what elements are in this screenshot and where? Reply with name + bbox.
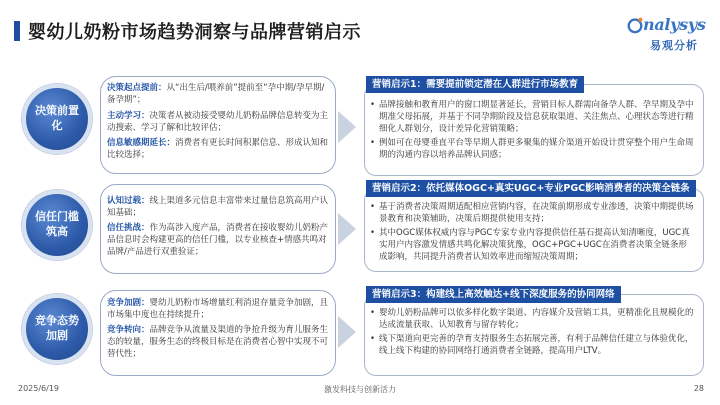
section-2-item-1-text: 线上渠道多元信息丰富带来过量信息筑高用户认知基础； [107, 196, 329, 218]
section-2-item-1 [107, 195, 331, 219]
section-2-item-2-text: 作为高涉入度产品，消费者在接收婴幼儿奶粉产品信息时会构建更高的信任门槛，以专业核查+情感共鸣对品牌/产品进行双重验证； [107, 223, 329, 257]
section-2-circle [22, 190, 92, 260]
section-1-item-2-text: 决策者从被动接受婴幼儿奶粉品牌信息转变为主动搜索、学习了解和比较评估； [107, 111, 329, 133]
section-3-insight-title: 营销启示3：构建线上高效触达+线下深度服务的协同网络 [366, 286, 621, 303]
section-3-card [100, 290, 336, 376]
section-1-item-3-keyword: 信息敏感期延长： [107, 138, 176, 148]
section-1-item-3 [107, 137, 331, 161]
section-3-circle [22, 294, 92, 364]
page-number: 28 [693, 384, 704, 393]
section-2-item-2 [107, 222, 331, 258]
section-3-item-2 [107, 324, 331, 360]
section-3-bullet-1: • 婴幼儿奶粉品牌可以依多样化数字渠道、内容媒介及营销工具，更精准化且规模化的达成流量获取、认知教育与留存转化； [379, 307, 695, 331]
section-1-insight-title: 营销启示1：需要提前锁定潜在人群进行市场教育 [366, 76, 584, 93]
logo-text-en: nalysys [643, 15, 706, 34]
section-2-bullet-2: • 其中OGC媒体权威内容与PGC专家专业内容提供信任基石提高认知清晰度，UGC真实用户内容激发情感共鸣化解决策犹豫，OGC+PGC+UGC在消费者决策全链条形成影响，共同提升消费者认知效率进而缩短决策周期； [379, 227, 695, 263]
section-2-item-2-keyword: 信任挑战： [107, 223, 150, 233]
section-2-circle-label: 信任门槛筑高 [35, 210, 79, 238]
section-2-item-1-keyword: 认知过载： [107, 196, 150, 206]
section-1-item-1-text: 从“出生后/喂养前”提前至“孕中期/孕早期/备孕期”； [107, 83, 325, 105]
section-2-insight-box [364, 188, 704, 272]
section-1-item-1 [107, 82, 331, 106]
footer-date: 2025/6/19 [18, 384, 60, 393]
section-1-bullet-2: • 例如可在母婴垂直平台等早期人群更多聚集的媒介渠道开始设计贯穿整个用户生命周期的沟通内容以培养品牌认同感； [379, 137, 695, 161]
section-1-item-2-keyword: 主动学习： [107, 111, 150, 121]
section-3-insight-box [364, 294, 704, 376]
section-3-item-2-text: 品牌竞争从流量及渠道的争抢升级为育儿服务生态的较量，服务生态的终极目标是在消费者心智中实现不可替代性； [107, 325, 329, 359]
title-accent-bar [14, 21, 20, 41]
section-1-item-3-text: 消费者有更长时间积累信息、形成认知和比较选择； [107, 138, 329, 160]
section-2-arrow [338, 213, 356, 245]
page-title: 婴幼儿奶粉市场趋势洞察与品牌营销启示 [28, 22, 361, 43]
section-1-bullet-1: • 品牌接触和教育用户的窗口期显著延长，营销目标人群需向备孕人群、孕早期及孕中期准父母拓展，并基于不同孕期阶段及信息获取渠道、关注焦点、心理状态等进行精细化人群划分，设计差异化营销策略； [379, 99, 695, 135]
section-3-circle-label: 竞争态势加剧 [35, 314, 79, 342]
section-1-item-1-keyword: 决策起点提前： [107, 83, 167, 93]
section-1-card [100, 76, 336, 174]
section-3-item-1 [107, 297, 331, 321]
section-1-item-2 [107, 110, 331, 134]
logo-text-cn: 易观分析 [650, 39, 698, 52]
section-1-insight-box [364, 84, 704, 176]
section-3-item-1-keyword: 竞争加剧： [107, 298, 150, 308]
section-1-circle-label: 决策前置化 [35, 104, 79, 132]
section-2-card [100, 184, 336, 274]
section-3-item-1-text: 婴幼儿奶粉市场增量红利消退存量竞争加剧，且市场集中度也在持续提升； [107, 298, 329, 320]
footer-slogan: 激发科技与创新活力 [324, 385, 396, 394]
section-3-arrow [338, 316, 356, 348]
section-2-bullet-1: • 基于消费者决策周期适配相应营销内容，在决策前期形成专业渗透，决策中期提供场景教育和决策辅助，决策后期提供使用支持； [379, 201, 695, 225]
section-1-circle [22, 84, 92, 154]
section-1-arrow [338, 111, 356, 143]
analysys-logo [626, 14, 710, 54]
section-3-item-2-keyword: 竞争转向： [107, 325, 150, 335]
section-2-insight-title: 营销启示2：依托媒体OGC+真实UGC+专业PGC影响消费者的决策全链条 [366, 180, 696, 197]
section-3-bullet-2: • 线下渠道向更完善的孕育支持服务生态拓展完善，有利于品牌信任建立与体验优化，线上线下构建的协同网络打通消费者全链路，提高用户LTV。 [379, 333, 695, 357]
logo-icon [626, 16, 644, 34]
